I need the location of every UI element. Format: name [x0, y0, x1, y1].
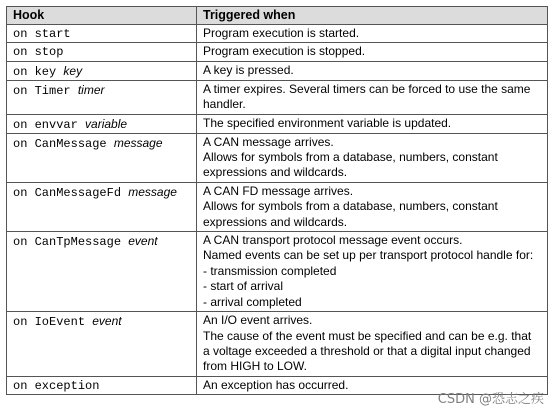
- hooks-table-container: [6, 6, 547, 395]
- hook-cell: [7, 25, 197, 43]
- watermark: CSDN @恐志之疾: [437, 392, 544, 407]
- hook-name: stop: [34, 45, 64, 60]
- hook-argument: message: [128, 184, 177, 199]
- hook-keyword: on: [13, 83, 28, 98]
- hook-name: envvar: [34, 117, 78, 132]
- hook-keyword: on: [13, 64, 28, 79]
- description-line: Program execution is started.: [203, 26, 360, 40]
- table-row: [7, 114, 548, 133]
- description-line: A CAN transport protocol message event occurs.: [203, 233, 463, 248]
- description-cell: [197, 312, 548, 377]
- hook-cell: [7, 61, 197, 80]
- hooks-table: [6, 6, 548, 395]
- hook-argument: variable: [85, 116, 128, 131]
- hook-keyword: on: [13, 315, 28, 330]
- description-line: A key is pressed.: [203, 62, 294, 77]
- description-line: The specified environment variable is updated.: [203, 115, 452, 130]
- hook-cell: [7, 114, 197, 133]
- hook-name: CanMessageFd: [34, 185, 122, 200]
- hook-cell: [7, 312, 197, 377]
- description-line: handler.: [203, 97, 246, 112]
- table-row: [7, 80, 548, 114]
- hook-argument: event: [128, 234, 158, 249]
- description-line: a voltage exceeded a threshold or that a digital input changed: [203, 343, 531, 358]
- header-hook: Hook: [7, 7, 197, 25]
- hook-keyword: on: [13, 185, 28, 200]
- hook-cell: [7, 133, 197, 182]
- table-row: [7, 232, 548, 312]
- table-row: [7, 43, 548, 61]
- description-cell: [197, 25, 548, 43]
- hook-cell: [7, 232, 197, 312]
- description-line: A CAN FD message arrives.: [203, 183, 354, 198]
- hook-cell: [7, 80, 197, 114]
- description-cell: [197, 133, 548, 182]
- description-line: A timer expires. Several timers can be forced to use the same: [203, 81, 531, 96]
- hook-argument: message: [113, 135, 163, 150]
- description-line: Allows for symbols from a database, numbers, constant: [203, 199, 498, 214]
- description-line: expressions and wildcards.: [203, 165, 348, 180]
- description-line: Named events can be set up per transport protocol handle for:: [203, 248, 534, 263]
- description-line: A CAN message arrives.: [203, 134, 334, 149]
- table-row: [7, 312, 548, 377]
- hook-keyword: on: [13, 45, 28, 60]
- hook-name: exception: [34, 378, 100, 393]
- header-triggered-when: Triggered when: [197, 7, 548, 25]
- description-cell: [197, 232, 548, 312]
- description-line: Program execution is stopped.: [203, 44, 366, 59]
- hook-keyword: on: [13, 117, 28, 132]
- hook-name: IoEvent: [34, 315, 86, 330]
- description-line: An exception has occurred.: [203, 377, 349, 392]
- hook-keyword: on: [13, 235, 28, 250]
- table-row: [7, 25, 548, 43]
- description-cell: [197, 182, 548, 231]
- description-cell: [197, 61, 548, 80]
- table-row: [7, 182, 548, 231]
- hook-cell: [7, 376, 197, 394]
- table-header-row: [7, 7, 548, 25]
- description-line: - arrival completed: [203, 294, 302, 309]
- description-cell: [197, 43, 548, 61]
- hook-keyword: on: [13, 27, 28, 41]
- table-body: [7, 25, 548, 395]
- description-line: expressions and wildcards.: [203, 214, 348, 229]
- description-cell: [197, 114, 548, 133]
- table-row: [7, 133, 548, 182]
- hook-name: key: [34, 64, 57, 79]
- hook-name: CanMessage: [34, 136, 107, 151]
- hook-argument: event: [92, 314, 122, 329]
- description-line: An I/O event arrives.: [203, 313, 313, 328]
- description-cell: [197, 80, 548, 114]
- description-line: - transmission completed: [203, 263, 337, 278]
- hook-cell: [7, 43, 197, 61]
- hook-keyword: on: [13, 136, 28, 151]
- hook-name: start: [34, 27, 71, 41]
- hook-cell: [7, 182, 197, 231]
- hook-argument: timer: [77, 82, 105, 97]
- table-row: [7, 61, 548, 80]
- description-line: - start of arrival: [203, 279, 284, 294]
- description-line: from HIGH to LOW.: [203, 359, 308, 374]
- hook-name: CanTpMessage: [34, 235, 122, 250]
- hook-argument: key: [63, 63, 83, 78]
- description-line: Allows for symbols from a database, numbers, constant: [203, 150, 498, 165]
- description-line: The cause of the event must be specified and can be e.g. that: [203, 328, 532, 343]
- hook-keyword: on: [13, 378, 28, 393]
- hook-name: Timer: [34, 83, 71, 98]
